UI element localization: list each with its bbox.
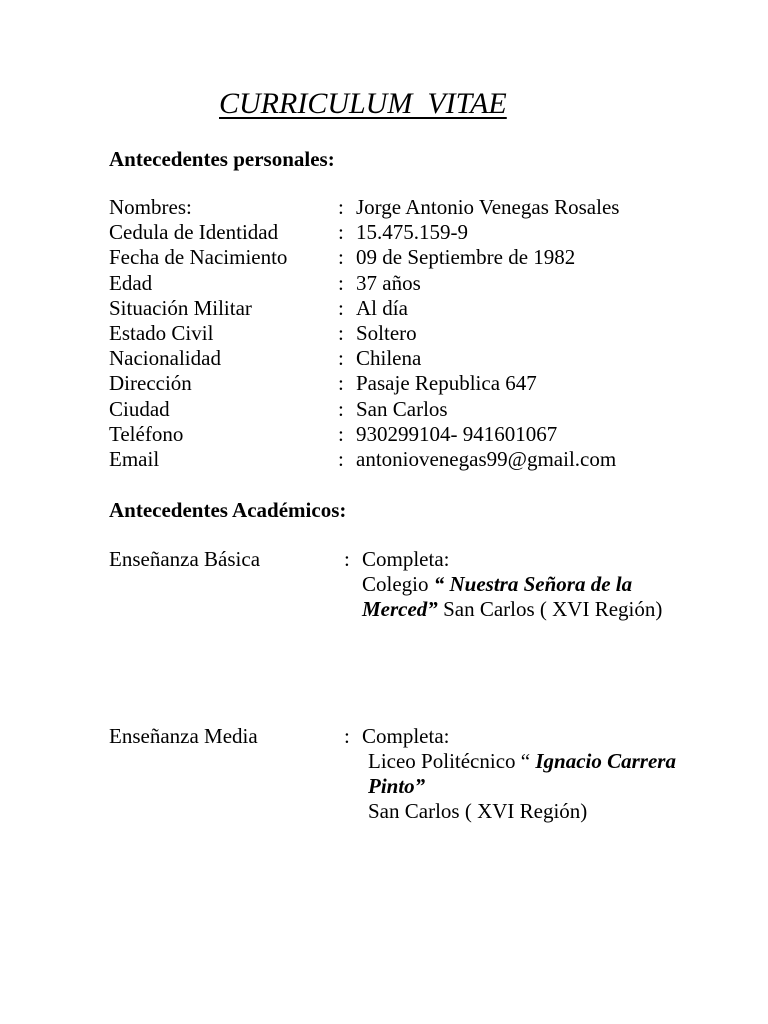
separator-colon: : — [338, 371, 344, 396]
education-media — [109, 724, 749, 825]
personal-value: Chilena — [356, 346, 422, 371]
school-location: San Carlos ( XVI Región) — [368, 799, 588, 823]
school-name-part-1: Ignacio Carrera — [535, 749, 676, 773]
personal-value: Al día — [356, 295, 408, 320]
separator-colon: : — [338, 245, 344, 270]
personal-label: Nombres: — [109, 195, 192, 219]
personal-label: Edad — [109, 270, 153, 295]
school-name-part-1: “ Nuestra Señora de la — [433, 572, 633, 596]
personal-value: Jorge Antonio Venegas Rosales — [356, 195, 620, 219]
personal-label: Teléfono — [109, 421, 184, 446]
separator-colon: : — [338, 446, 344, 471]
school-line-1 — [368, 749, 676, 774]
school-line-2 — [362, 597, 662, 622]
school-line-3 — [368, 799, 587, 824]
personal-label: Dirección — [109, 371, 192, 396]
personal-value: 37 años — [356, 270, 421, 295]
personal-value: 15.475.159-9 — [356, 220, 468, 245]
personal-label: Nacionalidad — [109, 346, 221, 371]
personal-heading: Antecedentes personales: — [109, 147, 335, 171]
personal-value: Pasaje Republica 647 — [356, 371, 537, 396]
education-basica — [109, 547, 749, 623]
education-level-label: Enseñanza Básica — [109, 547, 261, 571]
separator-colon: : — [338, 396, 344, 421]
education-level-label: Enseñanza Media — [109, 724, 258, 748]
personal-value: Soltero — [356, 320, 417, 345]
academic-heading: Antecedentes Académicos: — [109, 498, 347, 522]
school-prefix: Liceo Politécnico “ — [368, 749, 536, 773]
separator-colon: : — [344, 547, 350, 571]
personal-value: San Carlos — [356, 396, 448, 421]
school-name-part-2: Merced” — [362, 597, 438, 621]
personal-label: Ciudad — [109, 396, 170, 421]
school-line-1 — [362, 572, 632, 597]
school-line-2 — [368, 774, 425, 799]
personal-value: 930299104- 941601067 — [356, 421, 558, 446]
separator-colon: : — [338, 421, 344, 446]
separator-colon: : — [338, 320, 344, 345]
separator-colon: : — [344, 724, 350, 748]
school-prefix: Colegio — [362, 572, 434, 596]
personal-label: Email — [109, 446, 160, 471]
page-title: CURRICULUM VITAE — [219, 87, 507, 120]
separator-colon: : — [338, 220, 344, 245]
personal-value: 09 de Septiembre de 1982 — [356, 245, 576, 270]
personal-label: Estado Civil — [109, 320, 214, 345]
personal-value: antoniovenegas99@gmail.com — [356, 446, 617, 471]
separator-colon: : — [338, 346, 344, 371]
separator-colon: : — [338, 195, 344, 219]
education-status: Completa: — [362, 724, 450, 748]
personal-label: Cedula de Identidad — [109, 220, 279, 245]
school-name-part-2: Pinto” — [368, 774, 426, 798]
separator-colon: : — [338, 270, 344, 295]
personal-label: Situación Militar — [109, 295, 252, 320]
education-status: Completa: — [362, 547, 450, 571]
separator-colon: : — [338, 295, 344, 320]
personal-label: Fecha de Nacimiento — [109, 245, 288, 270]
school-location: San Carlos ( XVI Región) — [437, 597, 663, 621]
